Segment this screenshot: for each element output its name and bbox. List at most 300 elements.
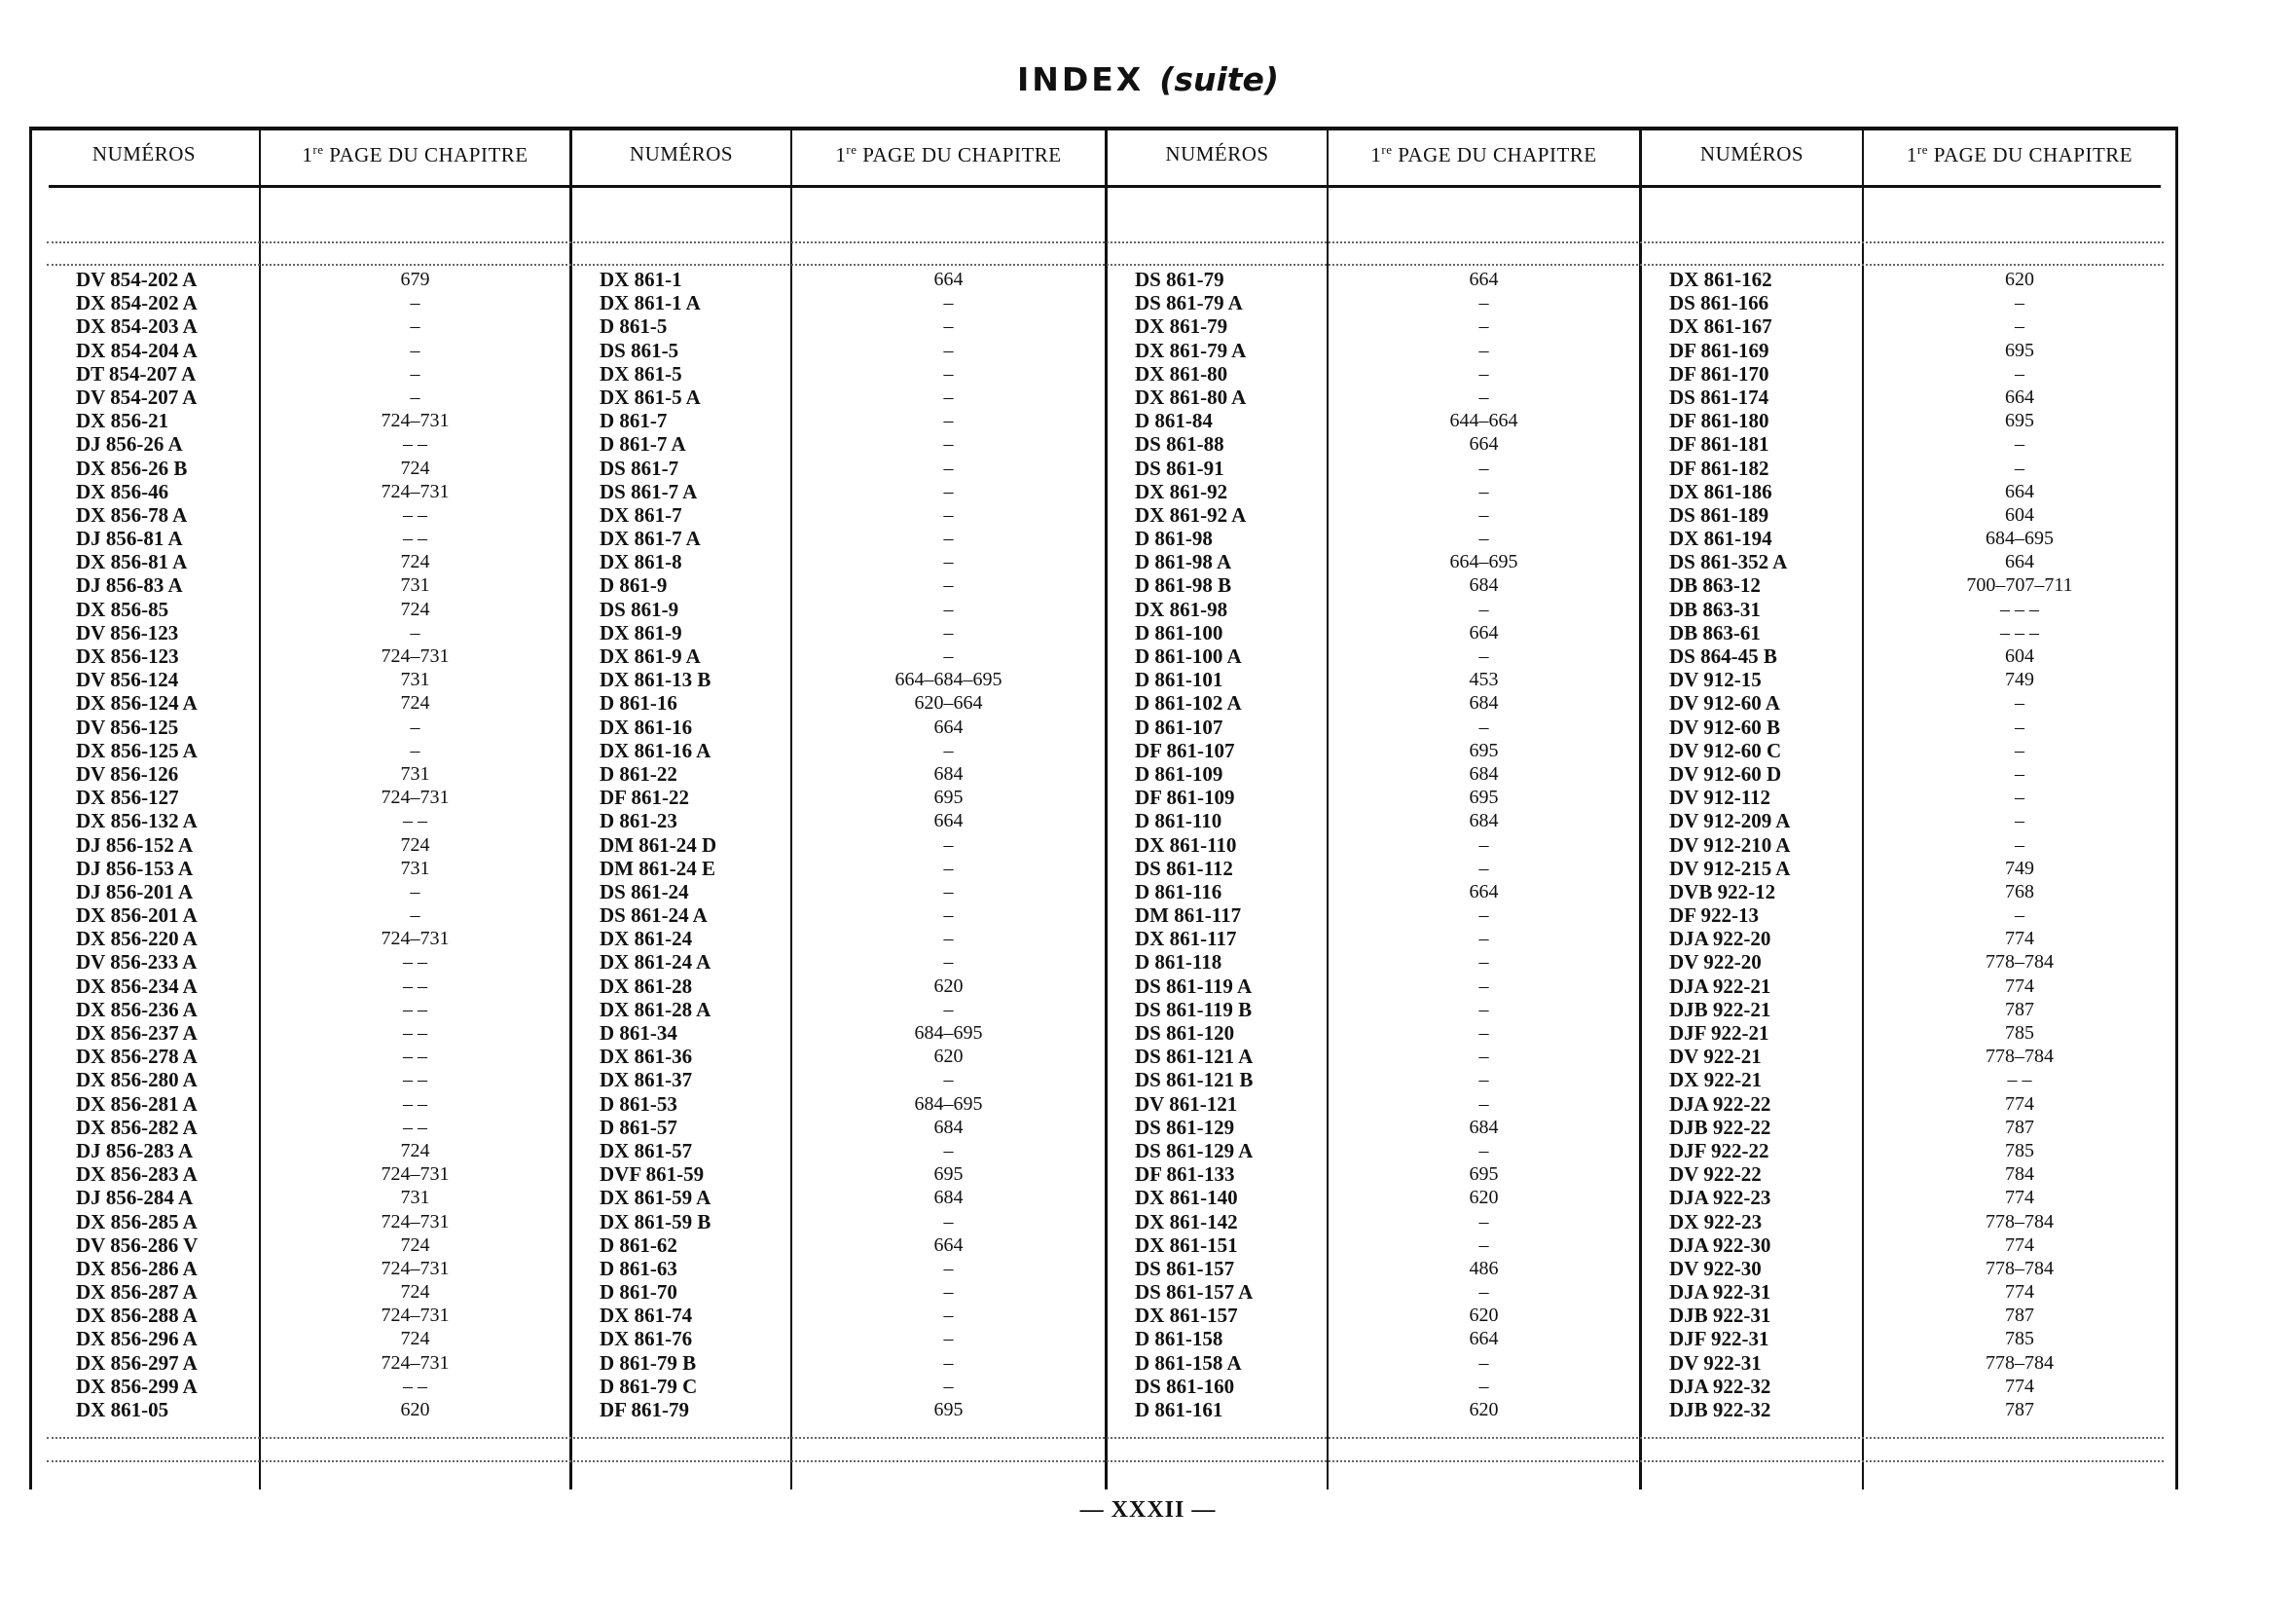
header-numeros-2: NUMÉROS bbox=[629, 142, 734, 165]
index-number: DV 912-60 B bbox=[1669, 715, 1780, 739]
index-number: DX 856-132 A bbox=[76, 809, 198, 833]
index-number: D 861-116 bbox=[1135, 879, 1222, 903]
chapter-page: 684 bbox=[1469, 810, 1499, 832]
chapter-page: 664 bbox=[1469, 433, 1499, 456]
index-number: DV 922-22 bbox=[1669, 1162, 1762, 1187]
index-number: DF 861-181 bbox=[1669, 432, 1769, 457]
index-number: D 861-9 bbox=[600, 573, 668, 598]
index-number: DS 861-91 bbox=[1135, 456, 1224, 480]
chapter-page: 774 bbox=[2005, 1281, 2034, 1304]
index-number: DVB 922-12 bbox=[1669, 879, 1776, 903]
chapter-page: – bbox=[1478, 1351, 1489, 1374]
chapter-page: 724 bbox=[400, 1328, 430, 1350]
chapter-page: 486 bbox=[1469, 1257, 1499, 1279]
index-number: DX 856-237 A bbox=[76, 1021, 198, 1045]
index-number: D 861-63 bbox=[600, 1256, 677, 1280]
index-number: DX 861-117 bbox=[1135, 927, 1237, 951]
index-number: DX 856-26 B bbox=[76, 456, 188, 480]
chapter-page: 774 bbox=[2005, 1233, 2034, 1256]
index-number: D 861-158 bbox=[1135, 1327, 1223, 1351]
chapter-page: – bbox=[1478, 1069, 1489, 1091]
index-number: DJB 922-22 bbox=[1669, 1115, 1771, 1139]
index-number: D 861-7 A bbox=[600, 432, 686, 457]
chapter-page: 785 bbox=[2005, 1139, 2034, 1161]
index-number: DX 856-280 A bbox=[76, 1068, 198, 1092]
chapter-page: 695 bbox=[933, 1399, 964, 1420]
index-number: DX 856-220 A bbox=[76, 927, 198, 951]
index-number: DV 856-123 bbox=[76, 620, 179, 644]
chapter-page: – bbox=[410, 621, 420, 644]
chapter-page: – bbox=[410, 315, 420, 338]
chapter-page: – bbox=[410, 339, 420, 361]
chapter-page: 724–731 bbox=[381, 1305, 450, 1327]
page-title bbox=[0, 60, 2296, 98]
chapter-page: 664 bbox=[933, 1233, 964, 1256]
index-number: DB 863-61 bbox=[1669, 620, 1761, 644]
chapter-page: 664 bbox=[1469, 269, 1499, 290]
chapter-page: 724 bbox=[400, 692, 430, 715]
index-number: DV 912-60 D bbox=[1669, 761, 1782, 786]
chapter-page: – bbox=[943, 880, 954, 902]
index-number: DX 856-297 A bbox=[76, 1350, 198, 1375]
index-number: DV 856-286 V bbox=[76, 1232, 199, 1257]
chapter-page: – bbox=[943, 362, 954, 385]
chapter-page: 453 bbox=[1469, 669, 1499, 691]
title-main: INDEX bbox=[1016, 60, 1145, 98]
index-number: D 861-98 bbox=[1135, 527, 1213, 551]
index-number: DF 861-180 bbox=[1669, 409, 1769, 433]
chapter-page: 664 bbox=[933, 716, 964, 738]
index-number: DX 861-79 bbox=[1135, 314, 1228, 339]
chapter-page: 785 bbox=[2005, 1328, 2034, 1350]
chapter-page: – bbox=[1478, 528, 1489, 550]
chapter-page: – bbox=[1478, 716, 1489, 738]
chapter-page: 724 bbox=[400, 457, 430, 479]
chapter-page: – bbox=[1478, 315, 1489, 338]
index-number: D 861-70 bbox=[600, 1280, 677, 1305]
pages-column-2 bbox=[792, 268, 1105, 1421]
index-number: DX 861-9 bbox=[600, 620, 682, 644]
chapter-page: – – – bbox=[2000, 598, 2039, 620]
chapter-page: 731 bbox=[400, 574, 430, 597]
chapter-page: 679 bbox=[400, 269, 430, 290]
chapter-page: – bbox=[1478, 645, 1489, 667]
chapter-page: – bbox=[943, 503, 954, 526]
index-number: D 861-118 bbox=[1135, 950, 1222, 974]
chapter-page: – – bbox=[403, 1046, 427, 1068]
index-number: D 861-53 bbox=[600, 1091, 677, 1116]
pages-column-1 bbox=[261, 268, 569, 1421]
index-number: DX 856-21 bbox=[76, 409, 169, 433]
chapter-page: 684 bbox=[933, 762, 964, 785]
chapter-page: – bbox=[1478, 1022, 1489, 1044]
chapter-page: 774 bbox=[2005, 928, 2034, 950]
index-number: DV 922-20 bbox=[1669, 950, 1762, 974]
index-number: DJ 856-152 A bbox=[76, 832, 194, 857]
index-number: DX 856-283 A bbox=[76, 1162, 198, 1187]
chapter-page: 664 bbox=[2005, 386, 2034, 408]
index-number: D 861-158 A bbox=[1135, 1350, 1242, 1375]
index-number: D 861-79 B bbox=[600, 1350, 697, 1375]
dotted-rule bbox=[47, 1460, 2164, 1462]
chapter-page: – – bbox=[403, 503, 427, 526]
index-number: D 861-109 bbox=[1135, 761, 1223, 786]
chapter-page: 778–784 bbox=[1986, 1351, 2054, 1374]
index-number: DJB 922-21 bbox=[1669, 997, 1771, 1021]
index-number: DX 861-162 bbox=[1669, 268, 1772, 291]
index-number: D 861-23 bbox=[600, 809, 677, 833]
index-number: DX 861-36 bbox=[600, 1045, 693, 1069]
chapter-page: 731 bbox=[400, 669, 430, 691]
chapter-page: 724–731 bbox=[381, 410, 450, 432]
chapter-page: – bbox=[943, 1257, 954, 1279]
index-number: DX 861-59 B bbox=[600, 1209, 711, 1233]
chapter-page: 664 bbox=[1469, 621, 1499, 644]
chapter-page: – bbox=[943, 480, 954, 502]
index-number: DJ 856-81 A bbox=[76, 527, 183, 551]
chapter-page: – bbox=[943, 433, 954, 456]
chapter-page: – bbox=[1478, 1281, 1489, 1304]
chapter-page: 724–731 bbox=[381, 928, 450, 950]
index-number: DX 861-1 A bbox=[600, 291, 701, 315]
chapter-page: – bbox=[2015, 315, 2024, 338]
chapter-page: – bbox=[943, 833, 954, 856]
index-number: DS 861-79 bbox=[1135, 268, 1224, 291]
index-number: DS 861-24 bbox=[600, 879, 689, 903]
chapter-page: – bbox=[943, 598, 954, 620]
chapter-page: 664–684–695 bbox=[894, 669, 1002, 691]
index-number: D 861-57 bbox=[600, 1115, 677, 1139]
chapter-page: 684–695 bbox=[914, 1022, 983, 1044]
chapter-page: 724 bbox=[400, 1281, 430, 1304]
chapter-page: 664 bbox=[933, 269, 964, 290]
index-number: DS 861-166 bbox=[1669, 291, 1769, 315]
index-number: DB 863-31 bbox=[1669, 597, 1761, 621]
chapter-page: – bbox=[943, 339, 954, 361]
index-number: DX 861-142 bbox=[1135, 1209, 1238, 1233]
chapter-page: 620 bbox=[1469, 1305, 1499, 1327]
chapter-page: – – bbox=[403, 528, 427, 550]
chapter-page: – bbox=[1478, 998, 1489, 1020]
index-number: DF 922-13 bbox=[1669, 903, 1759, 928]
index-number: DJF 922-31 bbox=[1669, 1327, 1769, 1351]
index-number: DS 861-7 bbox=[600, 456, 679, 480]
index-number: DX 856-281 A bbox=[76, 1091, 198, 1116]
index-number: DV 856-126 bbox=[76, 761, 179, 786]
chapter-page: – bbox=[410, 716, 420, 738]
chapter-page: – bbox=[1478, 1233, 1489, 1256]
index-number: DF 861-133 bbox=[1135, 1162, 1235, 1187]
pages-column-3 bbox=[1329, 268, 1639, 1421]
index-number: DX 861-28 A bbox=[600, 997, 711, 1021]
chapter-page: – bbox=[943, 574, 954, 597]
index-number: DX 856-201 A bbox=[76, 903, 198, 928]
chapter-page: 774 bbox=[2005, 1187, 2034, 1209]
chapter-page: 700–707–711 bbox=[1966, 574, 2073, 597]
index-number: D 861-100 A bbox=[1135, 644, 1242, 668]
chapter-page: 778–784 bbox=[1986, 951, 2054, 974]
index-number: DS 861-119 A bbox=[1135, 974, 1253, 998]
chapter-page: 724–731 bbox=[381, 1257, 450, 1279]
chapter-page: 787 bbox=[2005, 998, 2034, 1020]
chapter-page: – bbox=[943, 1305, 954, 1327]
chapter-page: – bbox=[943, 1069, 954, 1091]
index-number: DS 861-121 B bbox=[1135, 1068, 1254, 1092]
index-number: DS 861-189 bbox=[1669, 502, 1769, 527]
index-number: DJB 922-32 bbox=[1669, 1398, 1771, 1421]
index-number: DX 861-57 bbox=[600, 1138, 693, 1162]
index-number: DX 861-37 bbox=[600, 1068, 693, 1092]
index-number: DX 861-80 A bbox=[1135, 385, 1247, 409]
index-number: DX 861-7 bbox=[600, 502, 682, 527]
index-number: DM 861-24 D bbox=[600, 832, 717, 857]
chapter-page: 620 bbox=[400, 1399, 430, 1420]
index-number: DX 922-21 bbox=[1669, 1068, 1763, 1092]
index-number: DV 912-215 A bbox=[1669, 856, 1791, 880]
chapter-page: – bbox=[1478, 1046, 1489, 1068]
index-number: DS 861-5 bbox=[600, 338, 679, 362]
index-number: DJB 922-31 bbox=[1669, 1304, 1771, 1328]
chapter-page: – – bbox=[403, 951, 427, 974]
chapter-page: – – bbox=[403, 1092, 427, 1115]
index-number: DV 912-60 C bbox=[1669, 738, 1782, 762]
index-number: DX 856-288 A bbox=[76, 1304, 198, 1328]
chapter-page: – bbox=[943, 1328, 954, 1350]
chapter-page: – bbox=[2015, 904, 2024, 927]
index-number: D 861-107 bbox=[1135, 715, 1223, 739]
chapter-page: – bbox=[1478, 974, 1489, 997]
index-number: DS 861-79 A bbox=[1135, 291, 1243, 315]
chapter-page: – bbox=[2015, 787, 2024, 809]
index-number: DJ 856-283 A bbox=[76, 1138, 194, 1162]
index-number: DJ 856-26 A bbox=[76, 432, 183, 457]
chapter-page: – – bbox=[403, 1375, 427, 1397]
chapter-page: – – bbox=[403, 810, 427, 832]
index-number: D 861-16 bbox=[600, 691, 677, 716]
chapter-page: 684–695 bbox=[914, 1092, 983, 1115]
index-number: DJ 856-201 A bbox=[76, 879, 194, 903]
chapter-page: 787 bbox=[2005, 1116, 2034, 1138]
chapter-page: – bbox=[1478, 951, 1489, 974]
index-number: DX 861-151 bbox=[1135, 1232, 1238, 1257]
index-number: DX 861-1 bbox=[600, 268, 682, 291]
chapter-page: 664 bbox=[933, 810, 964, 832]
chapter-page: – bbox=[943, 1139, 954, 1161]
index-number: DF 861-182 bbox=[1669, 456, 1769, 480]
chapter-page: 724–731 bbox=[381, 787, 450, 809]
chapter-page: 749 bbox=[2005, 857, 2034, 879]
index-number: DX 861-9 A bbox=[600, 644, 701, 668]
index-number: DX 861-167 bbox=[1669, 314, 1772, 339]
index-number: DX 861-5 A bbox=[600, 385, 701, 409]
chapter-page: 774 bbox=[2005, 1375, 2034, 1397]
index-number: DV 912-112 bbox=[1669, 786, 1771, 810]
chapter-page: – bbox=[410, 904, 420, 927]
index-number: DJ 856-83 A bbox=[76, 573, 183, 598]
index-number: DVF 861-59 bbox=[600, 1162, 705, 1187]
chapter-page: 684 bbox=[1469, 692, 1499, 715]
chapter-page: 778–784 bbox=[1986, 1257, 2054, 1279]
chapter-page: 768 bbox=[2005, 880, 2034, 902]
chapter-page: – bbox=[943, 621, 954, 644]
index-number: DX 922-23 bbox=[1669, 1209, 1763, 1233]
index-number: DV 922-30 bbox=[1669, 1256, 1762, 1280]
index-number: DX 856-236 A bbox=[76, 997, 198, 1021]
header-page-4: 1re PAGE DU CHAPITRE bbox=[1906, 142, 2133, 166]
chapter-page: 731 bbox=[400, 1187, 430, 1209]
chapter-page: – bbox=[1478, 386, 1489, 408]
chapter-page: – – – bbox=[2000, 621, 2039, 644]
index-number: DF 861-170 bbox=[1669, 361, 1769, 386]
chapter-page: – bbox=[1478, 598, 1489, 620]
chapter-page: – bbox=[2015, 716, 2024, 738]
chapter-page: 778–784 bbox=[1986, 1210, 2054, 1232]
chapter-page: – bbox=[2015, 833, 2024, 856]
index-number: DX 856-278 A bbox=[76, 1045, 198, 1069]
dotted-rule bbox=[47, 241, 2164, 243]
chapter-page: 620–664 bbox=[914, 692, 983, 715]
index-number: DS 861-120 bbox=[1135, 1021, 1235, 1045]
chapter-page: – bbox=[943, 292, 954, 314]
chapter-page: 695 bbox=[933, 787, 964, 809]
index-number: DX 861-186 bbox=[1669, 479, 1772, 503]
chapter-page: 724 bbox=[400, 551, 430, 573]
index-number: DJA 922-30 bbox=[1669, 1232, 1771, 1257]
chapter-page: – – bbox=[2007, 1069, 2032, 1091]
dotted-rule bbox=[47, 264, 2164, 266]
index-number: DS 861-24 A bbox=[600, 903, 708, 928]
index-number: DM 861-24 E bbox=[600, 856, 715, 880]
header-rule bbox=[49, 185, 2161, 188]
index-number: DV 912-60 A bbox=[1669, 691, 1780, 716]
index-number: DX 856-85 bbox=[76, 597, 169, 621]
index-number: DV 856-125 bbox=[76, 715, 179, 739]
chapter-page: – bbox=[2015, 739, 2024, 761]
chapter-page: 724–731 bbox=[381, 480, 450, 502]
index-number: DB 863-12 bbox=[1669, 573, 1761, 598]
header-numeros-3: NUMÉROS bbox=[1165, 142, 1269, 165]
chapter-page: – bbox=[1478, 1139, 1489, 1161]
index-number: DX 861-98 bbox=[1135, 597, 1228, 621]
index-number: DX 856-46 bbox=[76, 479, 169, 503]
chapter-page: 787 bbox=[2005, 1305, 2034, 1327]
index-number: D 861-102 A bbox=[1135, 691, 1242, 716]
index-number: DX 861-59 A bbox=[600, 1186, 711, 1210]
index-number: DV 856-124 bbox=[76, 668, 179, 692]
index-number: DS 861-352 A bbox=[1669, 550, 1788, 574]
index-number: DX 861-92 bbox=[1135, 479, 1228, 503]
index-number: DX 856-282 A bbox=[76, 1115, 198, 1139]
chapter-page: 695 bbox=[2005, 410, 2034, 432]
numbers-column-3 bbox=[1108, 268, 1327, 1421]
chapter-page: – – bbox=[403, 1116, 427, 1138]
index-number: DJA 922-20 bbox=[1669, 927, 1771, 951]
title-sub: (suite) bbox=[1159, 60, 1280, 98]
index-number: DX 861-13 B bbox=[600, 668, 711, 692]
index-number: DS 861-174 bbox=[1669, 385, 1769, 409]
index-number: DJF 922-22 bbox=[1669, 1138, 1769, 1162]
chapter-page: – bbox=[943, 1351, 954, 1374]
index-number: DS 861-157 bbox=[1135, 1256, 1235, 1280]
index-number: DM 861-117 bbox=[1135, 903, 1242, 928]
chapter-page: – bbox=[1478, 1375, 1489, 1397]
index-number: DF 861-109 bbox=[1135, 786, 1235, 810]
chapter-page: – bbox=[1478, 457, 1489, 479]
chapter-page: 604 bbox=[2005, 645, 2034, 667]
chapter-page: – bbox=[943, 528, 954, 550]
chapter-page: – bbox=[943, 551, 954, 573]
chapter-page: 684 bbox=[933, 1116, 964, 1138]
index-number: DJ 856-153 A bbox=[76, 856, 194, 880]
chapter-page: – bbox=[1478, 1092, 1489, 1115]
chapter-page: – bbox=[943, 645, 954, 667]
index-number: DX 854-202 A bbox=[76, 291, 198, 315]
index-number: DX 854-203 A bbox=[76, 314, 198, 339]
index-number: DX 861-79 A bbox=[1135, 338, 1247, 362]
chapter-page: 644–664 bbox=[1449, 410, 1518, 432]
chapter-page: 684 bbox=[933, 1187, 964, 1209]
chapter-page: – bbox=[410, 739, 420, 761]
header-page-2: 1re PAGE DU CHAPITRE bbox=[835, 142, 1062, 166]
index-number: DX 861-110 bbox=[1135, 832, 1237, 857]
index-number: DX 856-299 A bbox=[76, 1374, 198, 1398]
index-number: DX 861-7 A bbox=[600, 527, 701, 551]
index-number: DX 861-76 bbox=[600, 1327, 693, 1351]
chapter-page: – bbox=[2015, 692, 2024, 715]
index-number: D 861-98 B bbox=[1135, 573, 1232, 598]
index-number: DX 861-16 A bbox=[600, 738, 711, 762]
index-number: DJF 922-21 bbox=[1669, 1021, 1769, 1045]
index-number: DF 861-107 bbox=[1135, 738, 1235, 762]
chapter-page: – bbox=[943, 1375, 954, 1397]
numbers-column-1 bbox=[49, 268, 259, 1421]
index-number: DX 861-80 bbox=[1135, 361, 1228, 386]
index-number: DX 861-16 bbox=[600, 715, 693, 739]
index-number: D 861-161 bbox=[1135, 1398, 1223, 1421]
header-page-1: 1re PAGE DU CHAPITRE bbox=[302, 142, 528, 166]
chapter-page: – bbox=[1478, 503, 1489, 526]
index-number: DS 861-160 bbox=[1135, 1374, 1235, 1398]
index-number: DX 856-125 A bbox=[76, 738, 198, 762]
index-number: DJ 856-284 A bbox=[76, 1186, 194, 1210]
chapter-page: 724–731 bbox=[381, 1210, 450, 1232]
chapter-page: 664 bbox=[1469, 880, 1499, 902]
chapter-page: 724 bbox=[400, 1233, 430, 1256]
index-number: DX 856-287 A bbox=[76, 1280, 198, 1305]
index-number: DS 861-129 A bbox=[1135, 1138, 1254, 1162]
chapter-page: 620 bbox=[933, 1046, 964, 1068]
index-number: DX 856-234 A bbox=[76, 974, 198, 998]
chapter-page: – – bbox=[403, 998, 427, 1020]
index-number: DX 861-24 A bbox=[600, 950, 711, 974]
chapter-page: – bbox=[2015, 362, 2024, 385]
chapter-page: 724 bbox=[400, 1139, 430, 1161]
index-number: DX 856-285 A bbox=[76, 1209, 198, 1233]
chapter-page: 724–731 bbox=[381, 645, 450, 667]
index-number: DS 861-9 bbox=[600, 597, 679, 621]
index-number: DF 861-169 bbox=[1669, 338, 1769, 362]
index-number: DJA 922-31 bbox=[1669, 1280, 1771, 1305]
index-number: DX 861-28 bbox=[600, 974, 693, 998]
index-number: D 861-84 bbox=[1135, 409, 1213, 433]
index-number: D 861-101 bbox=[1135, 668, 1223, 692]
chapter-page: 774 bbox=[2005, 974, 2034, 997]
index-number: DX 861-8 bbox=[600, 550, 682, 574]
header-page-3: 1re PAGE DU CHAPITRE bbox=[1370, 142, 1597, 166]
index-number: DX 861-140 bbox=[1135, 1186, 1238, 1210]
chapter-page: – – bbox=[403, 1069, 427, 1091]
chapter-page: 774 bbox=[2005, 1092, 2034, 1115]
